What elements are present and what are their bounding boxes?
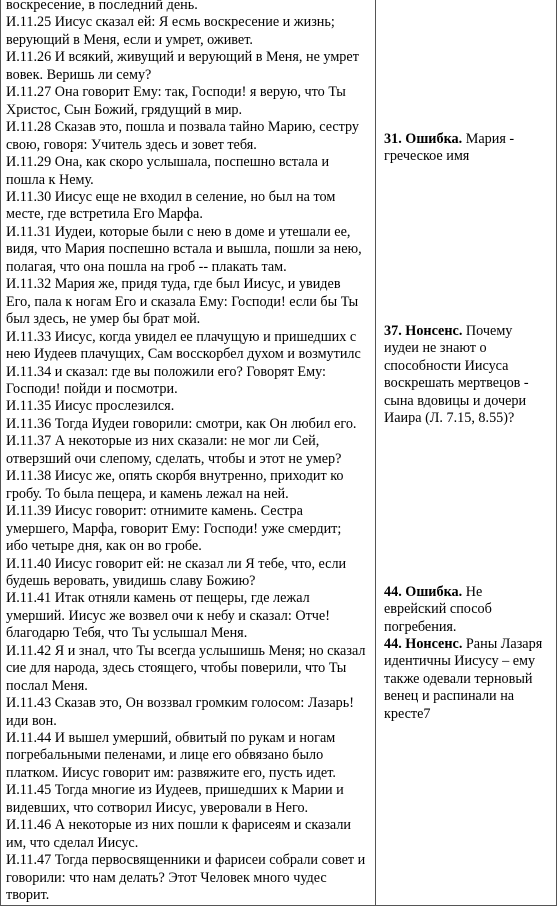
verse-line: отверзший очи слепому, сделать, чтобы и этот не умер?: [6, 450, 342, 467]
verse-line: говорили: что нам делать? Этот Человек много чудес: [6, 869, 327, 886]
note-line: греческое имя: [384, 148, 470, 165]
verse-line: И.11.34 и сказал: где вы положили его? Говорят Ему:: [6, 363, 326, 380]
verse-line: ибо четыре дня, как он во гробе.: [6, 538, 202, 555]
verse-line: И.11.37 А некоторые из них сказали: не мог ли Сей,: [6, 433, 320, 450]
verse-line: верующий в Меня, если и умрет, оживет.: [6, 31, 253, 48]
note-line: сына вдовицы и дочери: [384, 392, 527, 409]
note-31: [384, 131, 550, 166]
verse-text: [6, 0, 372, 905]
verse-line: полагая, что она пошла на гроб -- плакать там.: [6, 258, 287, 275]
verse-line: И.11.46 А некоторые из них пошли к фарисеям и сказали: [6, 817, 352, 834]
verse-line: И.11.26 И всякий, живущий и верующий в Меня, не умрет: [6, 49, 359, 66]
verse-line: платком. Иисус говорит им: развяжите его, пусть идет.: [6, 764, 336, 781]
verse-line: умерший. Иисус же возвел очи к небу и сказал: Отче!: [6, 607, 330, 624]
verse-line: И.11.45 Тогда многие из Иудеев, пришедших к Марии и: [6, 782, 344, 799]
verse-line: гробу. То была пещера, и камень лежал на ней.: [6, 485, 289, 502]
verse-line: погребальными пеленами, и лице его обвязано было: [6, 747, 324, 764]
verse-line: Христос, Сын Божий, грядущий в мир.: [6, 101, 243, 118]
note-line: идентичны Иисусу – ему: [384, 653, 536, 670]
verse-line: послал Меня.: [6, 677, 88, 694]
note-44-nonsense: [384, 636, 550, 723]
verse-line: видевших, что сотворил Иисус, уверовали в Него.: [6, 799, 309, 816]
verse-line: Его, пала к ногам Его и сказала Ему: Господи! если бы Ты: [6, 293, 359, 310]
note-line: способности Иисуса: [384, 357, 509, 374]
note-first-line: 44. Ошибка. Не: [384, 584, 483, 600]
verse-line: вовек. Веришь ли сему?: [6, 66, 152, 83]
verse-line: иди вон.: [6, 712, 57, 729]
note-label: 44. Нонсенс.: [384, 636, 463, 652]
verse-line: И.11.27 Она говорит Ему: так, Господи! я верую, что Ты: [6, 84, 346, 101]
note-first-line: 44. Нонсенс. Раны Лазаря: [384, 636, 543, 652]
verse-line: творит.: [6, 887, 50, 904]
verse-line: И.11.39 Иисус говорит: отнимите камень. Сестра: [6, 503, 303, 520]
note-line: погребения.: [384, 618, 457, 635]
verse-line: им, что сделал Иисус.: [6, 834, 139, 851]
verse-line: воскресение, в последний день.: [6, 0, 198, 13]
note-line: Иаира (Л. 7.15, 8.55)?: [384, 410, 515, 427]
note-line: еврейский способ: [384, 601, 492, 618]
note-44-error: [384, 584, 550, 636]
note-label: 44. Ошибка.: [384, 584, 463, 600]
verse-line: И.11.30 Иисус еще не входил в селение, но был на том: [6, 188, 336, 205]
note-line: также одевали терновый: [384, 670, 533, 687]
note-label: 37. Нонсенс.: [384, 323, 463, 339]
verse-line: И.11.33 Иисус, когда увидел ее плачущую и пришедших с: [6, 328, 357, 345]
verse-line: И.11.35 Иисус прослезился.: [6, 398, 175, 415]
note-first-line: 31. Ошибка. Мария -: [384, 131, 515, 147]
note-label: 31. Ошибка.: [384, 131, 463, 147]
verse-line: И.11.28 Сказав это, пошла и позвала тайно Марию, сестру: [6, 119, 360, 136]
verse-line: И.11.42 Я и знал, что Ты всегда услышишь Меня; но сказал: [6, 642, 366, 659]
table-row: [1, 0, 557, 905]
verse-line: Господи! пойди и посмотри.: [6, 380, 178, 397]
verse-line: И.11.29 Она, как скоро услышала, поспешно встала и: [6, 154, 330, 171]
verse-line: И.11.36 Тогда Иудеи говорили: смотри, как Он любил его.: [6, 415, 357, 432]
verse-line: И.11.32 Мария же, придя туда, где был Иисус, и увидев: [6, 276, 341, 293]
verse-line: И.11.41 Итак отняли камень от пещеры, где лежал: [6, 590, 310, 607]
verse-line: был здесь, не умер бы брат мой.: [6, 311, 201, 328]
verse-line: умершего, Марфа, говорит Ему: Господи! уже смердит;: [6, 520, 342, 537]
verse-line: пошла к Нему.: [6, 171, 94, 188]
verse-text-cell: [1, 0, 376, 905]
verse-line: И.11.44 И вышел умерший, обвитый по рукам и ногам: [6, 730, 336, 747]
verse-line: И.11.25 Иисус сказал ей: Я есмь воскресение и жизнь;: [6, 14, 335, 31]
verse-line: нею Иудеев плачущих, Сам восскорбел духом и возмутилс: [6, 346, 361, 363]
verse-line: И.11.43 Сказав это, Он воззвал громким голосом: Лазарь!: [6, 695, 354, 712]
verse-line: И.11.38 Иисус же, опять скорбя внутренно, приходит ко: [6, 468, 344, 485]
verse-line: И.11.47 Тогда первосвященники и фарисеи собрали совет и: [6, 852, 366, 869]
verse-line: И.11.40 Иисус говорит ей: не сказал ли Я тебе, что, если: [6, 555, 347, 572]
note-line: воскрешать мертвецов -: [384, 375, 529, 392]
note-line: иудеи не знают о: [384, 340, 487, 357]
notes-cell: [376, 0, 557, 905]
verse-line: видя, что Мария поспешно встала и вышла, пошли за нею,: [6, 241, 362, 258]
note-first-line: 37. Нонсенс. Почему: [384, 323, 513, 339]
verse-line: свою, говоря: Учитель здесь и зовет тебя.: [6, 136, 257, 153]
note-37: [384, 323, 550, 428]
verse-line: месте, где встретила Его Марфа.: [6, 206, 203, 223]
verse-line: будешь веровать, увидишь славу Божию?: [6, 572, 256, 589]
verse-line: сие для народа, здесь стоящего, чтобы поверили, что Ты: [6, 660, 347, 677]
note-line: кресте7: [384, 705, 431, 722]
note-line: венец и распинали на: [384, 688, 515, 705]
verse-line: И.11.31 Иудеи, которые были с нею в доме и утешали ее,: [6, 223, 351, 240]
verse-line: благодарю Тебя, что Ты услышал Меня.: [6, 625, 248, 642]
